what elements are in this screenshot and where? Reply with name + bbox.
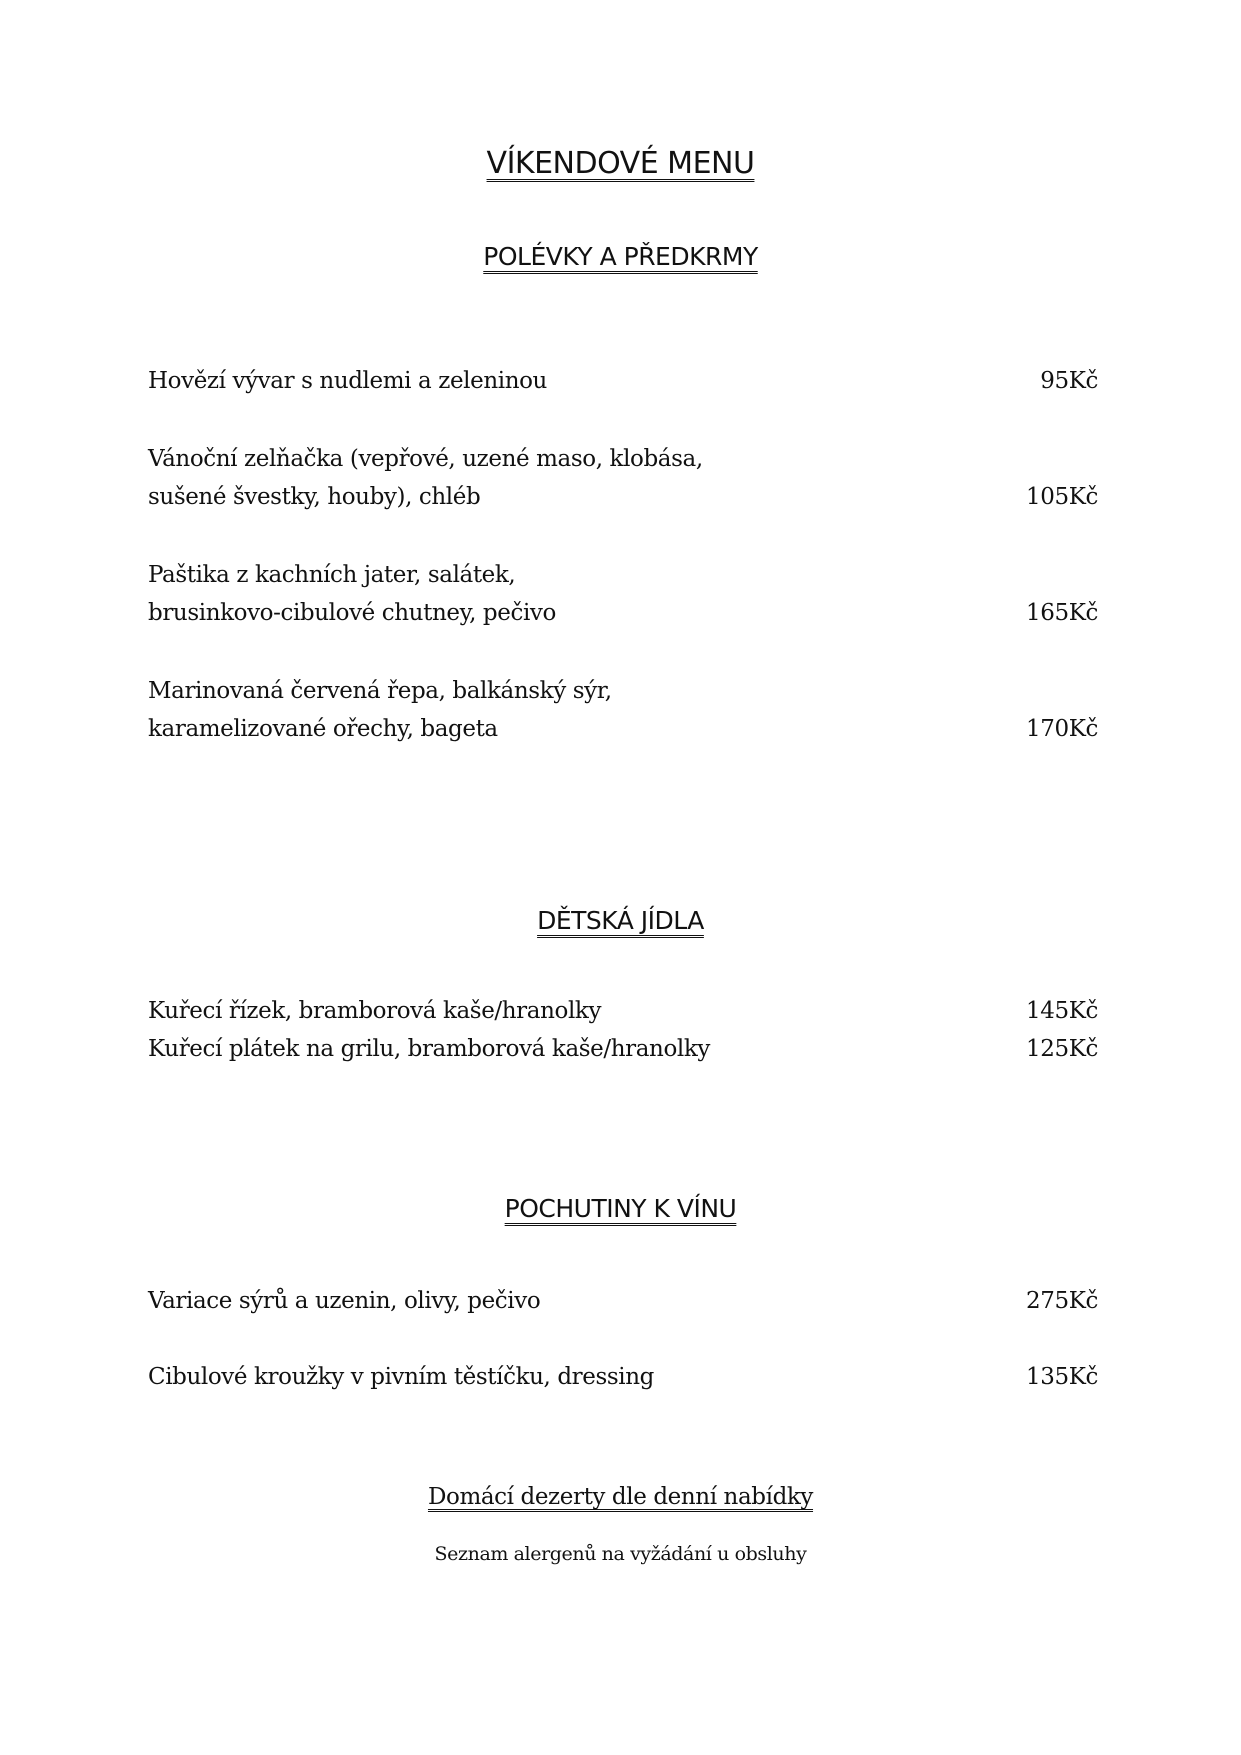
desserts-note: Domácí dezerty dle denní nabídky — [427, 1484, 814, 1510]
menu-item-price: 125Kč — [1026, 1036, 1098, 1062]
menu-item-name: Hovězí vývar s nudlemi a zeleninou — [148, 368, 547, 394]
menu-item — [148, 362, 1098, 400]
menu-item-price: 165Kč — [1026, 600, 1098, 626]
section-heading-soups-starters: POLÉVKY A PŘEDKRMY — [483, 242, 758, 271]
menu-item — [148, 1282, 1098, 1320]
menu-item-name: Kuřecí řízek, bramborová kaše/hranolky — [148, 998, 602, 1024]
menu-item — [148, 1358, 1098, 1396]
menu-item-name: Paštika z kachních jater, salátek, brusinkovo-cibulové chutney, pečivo — [148, 562, 556, 626]
allergens-note: Seznam alergenů na vyžádání u obsluhy — [434, 1543, 807, 1565]
menu-item — [148, 672, 1098, 748]
menu-item — [148, 1030, 1098, 1068]
menu-item — [148, 992, 1098, 1030]
menu-item-price: 95Kč — [1040, 368, 1098, 394]
section-heading-kids-meals: DĚTSKÁ JÍDLA — [537, 906, 704, 935]
menu-item-price: 145Kč — [1026, 998, 1098, 1024]
section-heading-wine-snacks: POCHUTINY K VÍNU — [504, 1194, 737, 1223]
menu-item-name: Variace sýrů a uzenin, olivy, pečivo — [148, 1288, 541, 1314]
menu-item — [148, 556, 1098, 632]
menu-item-name: Kuřecí plátek na grilu, bramborová kaše/hranolky — [148, 1036, 710, 1062]
menu-item-name: Marinovaná červená řepa, balkánský sýr, karamelizované ořechy, bageta — [148, 678, 612, 742]
menu-title: VÍKENDOVÉ MENU — [486, 146, 755, 181]
menu-item-price: 105Kč — [1026, 484, 1098, 510]
menu-item-price: 170Kč — [1026, 716, 1098, 742]
menu-item — [148, 440, 1098, 516]
menu-item-name: Vánoční zelňačka (vepřové, uzené maso, klobása, sušené švestky, houby), chléb — [148, 446, 703, 510]
menu-item-name: Cibulové kroužky v pivním těstíčku, dressing — [148, 1364, 654, 1390]
menu-item-price: 275Kč — [1026, 1288, 1098, 1314]
menu-item-price: 135Kč — [1026, 1364, 1098, 1390]
